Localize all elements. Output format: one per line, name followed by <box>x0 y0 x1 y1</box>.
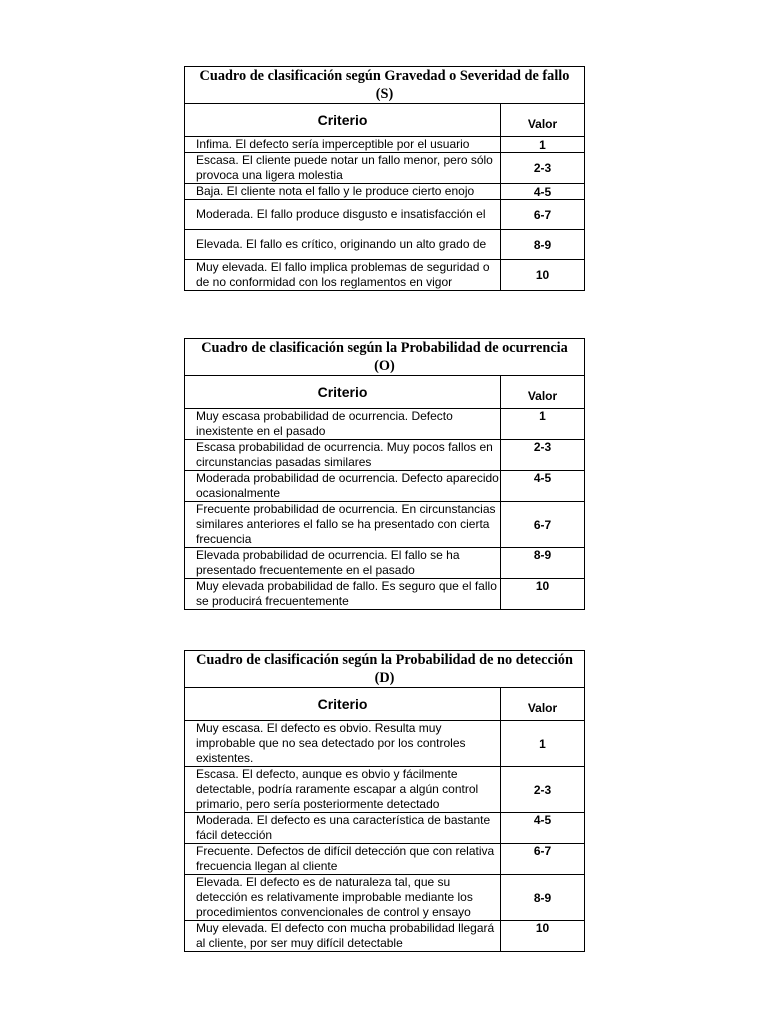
header-valor: Valor <box>501 104 585 137</box>
table-row <box>185 471 585 502</box>
table-row <box>185 409 585 440</box>
table-row <box>185 184 585 200</box>
table-row <box>185 721 585 767</box>
criterio-cell: Elevada. El fallo es crítico, originando un alto grado de <box>185 230 501 260</box>
criterio-cell: Escasa. El defecto, aunque es obvio y fácilmente detectable, podría raramente escapar a algún control primario, pero sería posteriormente detectado <box>185 767 501 813</box>
criterio-cell: Muy escasa. El defecto es obvio. Resulta muy improbable que no sea detectado por los controles existentes. <box>185 721 501 767</box>
occurrence-table <box>184 338 585 610</box>
valor-cell: 1 <box>501 409 585 440</box>
criterio-cell: Muy elevada. El fallo implica problemas de seguridad o de no conformidad con los reglamentos en vigor <box>185 260 501 291</box>
valor-cell: 6-7 <box>501 844 585 875</box>
table-row <box>185 767 585 813</box>
valor-cell: 4-5 <box>501 184 585 200</box>
criterio-cell: Baja. El cliente nota el fallo y le produce cierto enojo <box>185 184 501 200</box>
table-row <box>185 200 585 230</box>
header-criterio: Criterio <box>185 104 501 137</box>
valor-cell: 10 <box>501 579 585 610</box>
valor-cell: 8-9 <box>501 548 585 579</box>
valor-cell: 4-5 <box>501 471 585 502</box>
criterio-cell: Escasa. El cliente puede notar un fallo menor, pero sólo provoca una ligera molestia <box>185 153 501 184</box>
valor-cell: 6-7 <box>501 502 585 548</box>
table-row <box>185 921 585 952</box>
header-criterio: Criterio <box>185 376 501 409</box>
criterio-cell: Frecuente probabilidad de ocurrencia. En circunstancias similares anteriores el fallo se ha presentado con cierta frecuencia <box>185 502 501 548</box>
valor-cell: 2-3 <box>501 153 585 184</box>
valor-cell: 4-5 <box>501 813 585 844</box>
valor-cell: 1 <box>501 137 585 153</box>
criterio-cell: Muy elevada probabilidad de fallo. Es seguro que el fallo se producirá frecuentemente <box>185 579 501 610</box>
valor-cell: 2-3 <box>501 767 585 813</box>
valor-cell: 8-9 <box>501 875 585 921</box>
table-row <box>185 230 585 260</box>
table-title: Cuadro de clasificación según la Probabilidad de no detección (D) <box>185 651 585 688</box>
table-title: Cuadro de clasificación según Gravedad o Severidad de fallo (S) <box>185 67 585 104</box>
criterio-cell: Escasa probabilidad de ocurrencia. Muy pocos fallos en circunstancias pasadas similares <box>185 440 501 471</box>
valor-cell: 6-7 <box>501 200 585 230</box>
header-valor: Valor <box>501 376 585 409</box>
table-row <box>185 875 585 921</box>
valor-cell: 2-3 <box>501 440 585 471</box>
detection-table <box>184 650 585 952</box>
table-row <box>185 813 585 844</box>
table-row <box>185 548 585 579</box>
table-row <box>185 137 585 153</box>
valor-cell: 1 <box>501 721 585 767</box>
criterio-cell: Elevada. El defecto es de naturaleza tal, que su detección es relativamente improbable mediante los procedimientos convencionales de control y ensayo <box>185 875 501 921</box>
header-criterio: Criterio <box>185 688 501 721</box>
table-row <box>185 844 585 875</box>
criterio-cell: Elevada probabilidad de ocurrencia. El fallo se ha presentado frecuentemente en el pasado <box>185 548 501 579</box>
table-row <box>185 260 585 291</box>
valor-cell: 10 <box>501 921 585 952</box>
valor-cell: 10 <box>501 260 585 291</box>
criterio-cell: Moderada. El defecto es una característica de bastante fácil detección <box>185 813 501 844</box>
table-title: Cuadro de clasificación según la Probabilidad de ocurrencia (O) <box>185 339 585 376</box>
table-row <box>185 502 585 548</box>
criterio-cell: Muy elevada. El defecto con mucha probabilidad llegará al cliente, por ser muy difícil detectable <box>185 921 501 952</box>
severity-table <box>184 66 585 291</box>
criterio-cell: Moderada probabilidad de ocurrencia. Defecto aparecido ocasionalmente <box>185 471 501 502</box>
table-row <box>185 579 585 610</box>
criterio-cell: Moderada. El fallo produce disgusto e insatisfacción el <box>185 200 501 230</box>
header-valor: Valor <box>501 688 585 721</box>
valor-cell: 8-9 <box>501 230 585 260</box>
table-row <box>185 440 585 471</box>
criterio-cell: Infima. El defecto sería imperceptible por el usuario <box>185 137 501 153</box>
criterio-cell: Muy escasa probabilidad de ocurrencia. Defecto inexistente en el pasado <box>185 409 501 440</box>
table-row <box>185 153 585 184</box>
criterio-cell: Frecuente. Defectos de difícil detección que con relativa frecuencia llegan al cliente <box>185 844 501 875</box>
